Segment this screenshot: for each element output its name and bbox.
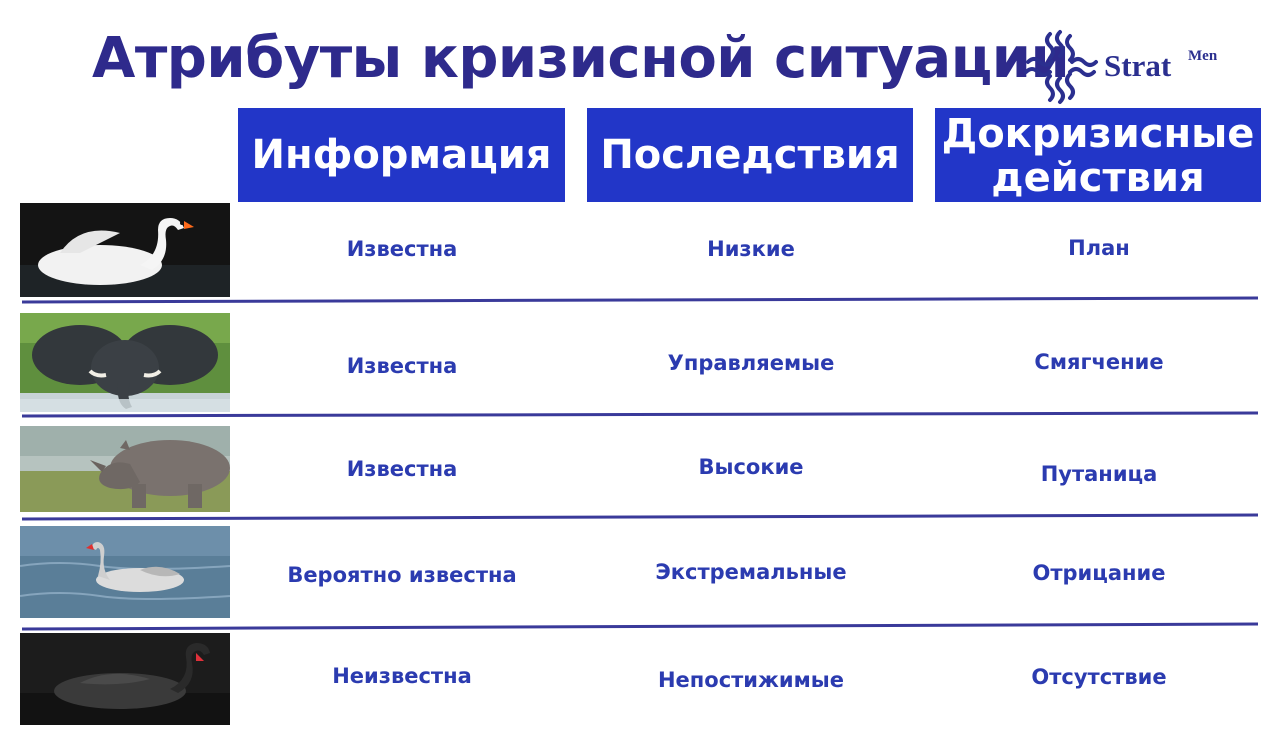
row4-actions: Отрицание	[1032, 561, 1166, 585]
row4-consequences: Экстремальные	[655, 560, 847, 584]
row2-consequences: Управляемые	[667, 351, 835, 375]
row5-consequences: Непостижимые	[657, 668, 845, 692]
row2-information: Известна	[346, 354, 458, 378]
row5-information: Неизвестна	[332, 664, 472, 688]
row-separator	[22, 624, 1258, 629]
row-separator	[22, 515, 1258, 519]
row3-actions: Путаница	[1040, 462, 1158, 486]
row1-consequences: Низкие	[707, 237, 795, 261]
row3-consequences: Высокие	[698, 455, 804, 479]
logo-superscript: Men	[1188, 48, 1218, 64]
header-information: Информация	[238, 108, 565, 202]
row3-information: Известна	[346, 457, 458, 481]
row-separator	[22, 298, 1258, 302]
row4-information: Вероятно известна	[287, 563, 517, 587]
row-separator	[22, 413, 1258, 416]
logo-text: Strat	[1104, 48, 1172, 83]
header-precrisis-actions: Докризисные действия	[935, 108, 1261, 202]
row5-actions: Отсутствие	[1031, 665, 1167, 689]
header-consequences: Последствия	[587, 108, 913, 202]
row2-actions: Смягчение	[1034, 350, 1164, 374]
row1-information: Известна	[346, 237, 458, 261]
page-title: Атрибуты кризисной ситуации	[92, 26, 1070, 91]
row1-actions: План	[1068, 236, 1130, 260]
